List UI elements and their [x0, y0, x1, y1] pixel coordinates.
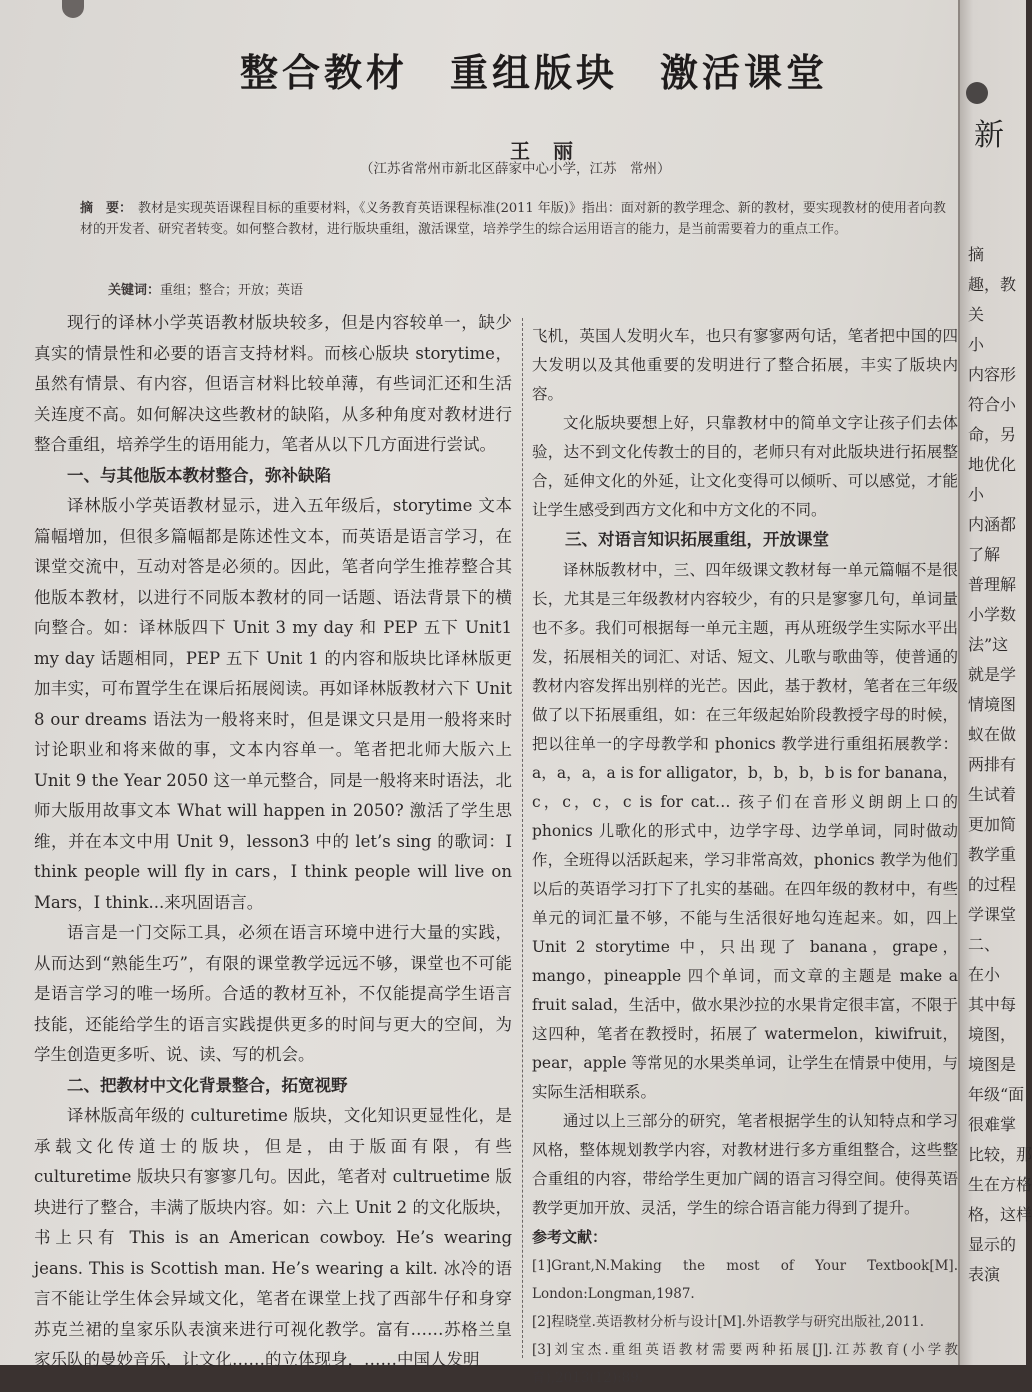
keywords-label: 关键词：	[108, 283, 161, 298]
column-divider	[522, 318, 523, 1358]
section-heading-1: 一、与其他版本教材整合，弥补缺陷	[67, 465, 331, 485]
adjacent-page-line: 生试着	[968, 785, 1017, 804]
adjacent-page-line: 其中每	[968, 995, 1017, 1014]
adjacent-page	[958, 0, 1032, 1365]
adjacent-page-heading: 新	[974, 118, 1004, 153]
intro-paragraph: 现行的译林小学英语教材版块较多，但是内容较单一，缺少真实的情景性和必要的语言支持材料。而核心版块 storytime，虽然有情景、有内容，但语言材料比较单薄，有些词汇还和生活关连度不高。如何解决这些教材的缺陷，从多种角度对教材进行整合重组，培养学生的语用能力，笔者从以下几方面进行尝试。	[34, 313, 512, 454]
adjacent-page-line: 了解	[968, 545, 1001, 564]
adjacent-page-line: 生在方格	[968, 1175, 1032, 1194]
binding-clip	[62, 0, 84, 18]
adjacent-page-line: 就是学	[968, 665, 1017, 684]
adjacent-page-line: 趣，教	[968, 275, 1017, 294]
adjacent-page-line: 年级“面	[968, 1085, 1025, 1104]
abstract-text: 教材是实现英语课程目标的重要材料，《义务教育英语课程标准(2011 年版)》指出：面对新的教学理念、新的教材，要实现教材的使用者向教材的开发者、研究者转变。如何整合教材，进行版块重组，激活课堂，培养学生的综合运用语言的能力，是当前需要着力的重点工作。	[80, 201, 946, 237]
adjacent-page-line: 关	[968, 305, 985, 324]
keywords-text: 重组；整合；开放；英语	[160, 283, 304, 298]
page-dot-mark	[966, 82, 988, 104]
section-heading-3: 三、对语言知识拓展重组，开放课堂	[565, 530, 829, 549]
adjacent-page-line: 摘	[968, 245, 985, 264]
adjacent-page-line: 蚁在做	[968, 725, 1017, 744]
right-column	[532, 322, 958, 1392]
reference-item: [3]刘宝杰.重组英语教材需要两种拓展[J].江苏教育(小学教育),2013(12):89.	[532, 1341, 958, 1386]
adjacent-page-line: 小	[968, 485, 985, 504]
adjacent-page-line: 命，另	[968, 425, 1017, 444]
adjacent-page-line: 的过程	[968, 875, 1017, 894]
keywords	[108, 279, 303, 298]
adjacent-page-line: 普理解	[968, 575, 1017, 594]
adjacent-page-line: 更加简	[968, 815, 1017, 834]
adjacent-page-line: 地优化	[968, 455, 1017, 474]
adjacent-page-line: 符合小	[968, 395, 1017, 414]
adjacent-page-line: 格，这样	[968, 1205, 1032, 1224]
article-author: 王 丽	[510, 139, 581, 163]
reference-item: [1]Grant,N.Making the most of Your Textbook[M]. London:Longman,1987.	[532, 1257, 958, 1302]
abstract-label: 摘 要：	[80, 201, 133, 216]
left-column	[34, 308, 512, 1376]
paragraph: 语言是一门交际工具，必须在语言环境中进行大量的实践，从而达到“熟能生巧”，有限的课堂教学远远不够，课堂也不可能是语言学习的唯一场所。合适的教材互补，不仅能提高学生语言技能，还能给学生的语言实践提供更多的时间与更大的空间，为学生创造更多听、说、读、写的机会。	[34, 923, 512, 1064]
paragraph: 译林版高年级的 culturetime 版块，文化知识更显性化，是承载文化传道士的版块，但是，由于版面有限，有些 culturetime 版块只有寥寥几句。因此，笔者对 cultruetime 版块进行了整合，丰满了版块内容。如：六上 Unit 2 的文化版块，书上只有 This is an American cowboy. He’s wearing jeans. This is Scottish man. He’s wearing a kilt. 冰冷的语言不能让学生体会异域文化，笔者在课堂上找了西部牛仔和身穿苏克兰裙的皇家乐队表演来进行可视化教学。富有……苏格兰皇家乐队的曼妙音乐，让文化……的立体现身，……中国人发明	[34, 1106, 512, 1369]
paragraph: 文化版块要想上好，只靠教材中的简单文字让孩子们去体验，达不到文化传教士的目的，老师只有对此版块进行拓展整合，延伸文化的外延，让文化变得可以倾听、可以感觉，才能让学生感受到西方文化和中方文化的不同。	[532, 414, 958, 519]
abstract	[80, 198, 958, 240]
adjacent-page-line: 表演	[968, 1265, 1001, 1284]
adjacent-page-line: 内涵都	[968, 515, 1017, 534]
adjacent-page-line: 境图是	[968, 1055, 1017, 1074]
adjacent-page-line: 境图，	[968, 1025, 1017, 1044]
adjacent-page-line: 比较，那	[968, 1145, 1032, 1164]
adjacent-page-line: 显示的	[968, 1235, 1017, 1254]
paragraph: 译林版教材中，三、四年级课文教材每一单元篇幅不是很长，尤其是三年级教材内容较少，有的只是寥寥几句，单词量也不多。我们可根据每一单元主题，再从班级学生实际水平出发，拓展相关的词汇、对话、短文、儿歌与歌曲等，使普通的教材内容发挥出别样的光芒。因此，基于教材，笔者在三年级做了以下拓展重组，如：在三年级起始阶段教授字母的时候，把以往单一的字母教学和 phonics 教学进行重组拓展教学：a，a，a，a is for alligator，b，b，b，b is for banana，c，c，c，c is for cat… 孩子们在音形义朗朗上口的 phonics 儿歌化的形式中，边学字母、边学单词，同时做动作，全班得以活跃起来，学习非常高效，phonics 教学为他们以后的英语学习打下了扎实的基础。在四年级的教材中，有些单元的词汇量不够，不能与生活很好地勾连起来。如，四上 Unit 2 storytime 中，只出现了 banana，grape，mango，pineapple 四个单词，而文章的主题是 make a fruit salad，生活中，做水果沙拉的水果肯定很丰富，不限于这四种，笔者在教授时，拓展了 watermelon，kiwifruit，pear，apple 等常见的水果类单词，让学生在情景中使用，与实际生活相联系。	[532, 560, 958, 1101]
section-heading-2: 二、把教材中文化背景整合，拓宽视野	[67, 1075, 348, 1095]
adjacent-page-line: 二、	[968, 935, 1001, 954]
paragraph: 译林版小学英语教材显示，进入五年级后，storytime 文本篇幅增加，但很多篇幅都是陈述性文本，而英语是语言学习，在课堂交流中，互动对答是必须的。因此，笔者向学生推荐整合其他版本教材，以进行不同版本教材的同一话题、语法背景下的横向整合。如：译林版四下 Unit 3 my day 和 PEP 五下 Unit1 my day 话题相同，PEP 五下 Unit 1 的内容和版块比译林版更加丰实，可布置学生在课后拓展阅读。再如译林版教材六下 Unit 8 our dreams 语法为一般将来时，但是课文只是用一般将来时讨论职业和将来做的事，文本内容单一。笔者把北师大版六上 Unit 9 the Year 2050 这一单元整合，同是一般将来时语法，北师大版用故事文本 What will happen in 2050? 激活了学生思维，并在本文中用 Unit 9，lesson3 中的 let’s sing 的歌词：I think people will fly in cars，I think people will live on Mars，I think...来巩固语言。	[34, 496, 512, 912]
adjacent-page-line: 很难掌	[968, 1115, 1017, 1134]
adjacent-page-line: 情境图	[968, 695, 1017, 714]
adjacent-page-line: 小	[968, 335, 985, 354]
references-title: 参考文献：	[532, 1227, 608, 1246]
author-affiliation: （江苏省常州市新北区薛家中心小学，江苏 常州）	[360, 161, 671, 177]
conclusion-paragraph: 通过以上三部分的研究，笔者根据学生的认知特点和学习风格，整体规划教学内容，对教材进行多方重组整合，这些整合重组的内容，带给学生更加广阔的语言习得空间。使得英语教学更加开放、灵活，学生的综合语言能力得到了提升。	[532, 1111, 958, 1217]
adjacent-page-line: 学课堂	[968, 905, 1017, 924]
article-title: 整合教材 重组版块 激活课堂	[240, 50, 829, 95]
reference-item: [2]程晓堂.英语教材分析与设计[M].外语教学与研究出版社,2011.	[532, 1313, 925, 1330]
adjacent-page-line: 内容形	[968, 365, 1017, 384]
adjacent-page-line: 两排有	[968, 755, 1017, 774]
adjacent-page-line: 在小	[968, 965, 1001, 984]
adjacent-page-line: 小学数	[968, 605, 1017, 624]
adjacent-page-line: 法”这	[968, 635, 1009, 654]
paragraph-continuation: 飞机，英国人发明火车，也只有寥寥两句话，笔者把中国的四大发明以及其他重要的发明进行了整合拓展，丰实了版块内容。	[532, 327, 958, 403]
adjacent-page-line: 教学重	[968, 845, 1017, 864]
